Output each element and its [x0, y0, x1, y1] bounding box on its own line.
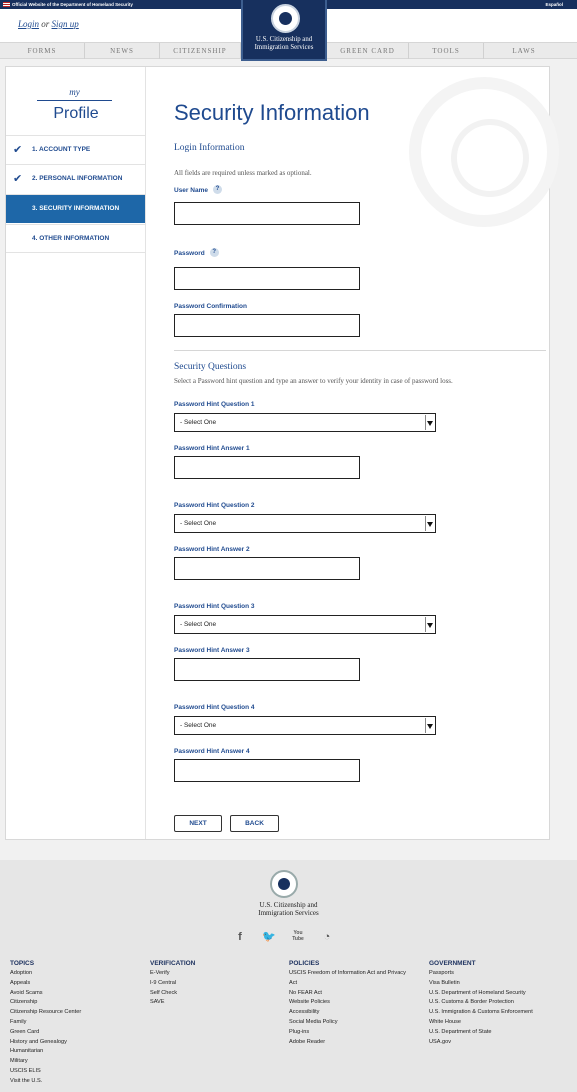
hint-question-4-select[interactable] [174, 716, 436, 735]
footer-link[interactable]: Humanitarian [10, 1048, 44, 1055]
dhs-seal-icon [271, 4, 300, 33]
sidebar-item-label: 3. SECURITY INFORMATION [32, 205, 120, 212]
password-input[interactable] [174, 267, 360, 290]
footer-link[interactable]: I-9 Central [150, 979, 177, 986]
checkmark-icon: ✔ [13, 173, 23, 185]
footer-link[interactable]: U.S. Immigration & Customs Enforcement [429, 1009, 533, 1016]
select-value: - Select One [180, 520, 217, 527]
footer-link[interactable]: No FEAR Act [289, 989, 322, 996]
footer-link[interactable]: U.S. Department of Homeland Security [429, 989, 526, 996]
footer-link[interactable]: Act [289, 979, 298, 986]
hint-answer-2-input[interactable] [174, 557, 360, 580]
us-flag-icon [3, 2, 10, 7]
content-card [5, 66, 550, 840]
nav-tools[interactable]: TOOLS [409, 43, 484, 59]
footer-link[interactable]: Accessibility [289, 1009, 320, 1016]
select-value: - Select One [180, 419, 217, 426]
logo-line2: Immigration Services [254, 43, 314, 51]
footer-link[interactable]: U.S. Customs & Border Protection [429, 999, 514, 1006]
twitter-icon[interactable]: 🐦 [262, 931, 276, 943]
footer-link[interactable]: Appeals [10, 979, 31, 986]
footer-link[interactable]: Citizenship [10, 999, 38, 1006]
hint-answer-1-input[interactable] [174, 456, 360, 479]
back-button[interactable]: BACK [230, 815, 279, 832]
footer-link[interactable]: Self Check [150, 989, 178, 996]
password-confirm-input[interactable] [174, 314, 360, 337]
footer-link[interactable]: Visit the U.S. [10, 1077, 43, 1084]
footer-col-title: TOPICS [10, 960, 35, 967]
required-note: All fields are required unless marked as optional. [174, 169, 312, 177]
password-label-text: Password [174, 250, 205, 257]
profile-title: Profile [53, 105, 99, 122]
next-button[interactable]: NEXT [174, 815, 222, 832]
username-label [174, 185, 222, 194]
form-area [174, 67, 549, 839]
dropdown-arrow-icon [425, 415, 434, 430]
hint-question-2-select[interactable] [174, 514, 436, 533]
footer-link[interactable]: Adobe Reader [289, 1038, 326, 1045]
login-heading: Login Information [174, 143, 245, 153]
dhs-seal-icon[interactable] [270, 870, 298, 898]
hint-question-3-select[interactable] [174, 615, 436, 634]
footer-link[interactable]: Visa Bulletin [429, 979, 460, 986]
help-icon[interactable]: ? [210, 248, 219, 257]
watermark-seal-icon [409, 77, 559, 227]
footer-agency-name [0, 901, 577, 917]
footer-agency-line1: U.S. Citizenship and [259, 901, 318, 909]
sidebar-item-label: 2. PERSONAL INFORMATION [32, 175, 123, 182]
footer-link[interactable]: Military [10, 1058, 28, 1065]
footer-link[interactable]: History and Genealogy [10, 1038, 67, 1045]
hint-question-2-label: Password Hint Question 2 [174, 502, 255, 509]
footer-col-title: POLICIES [289, 960, 320, 967]
footer-link[interactable]: USCIS ELIS [10, 1067, 41, 1074]
hint-answer-4-input[interactable] [174, 759, 360, 782]
nav-green-card[interactable]: GREEN CARD [327, 43, 409, 59]
footer-link[interactable]: Avoid Scams [10, 989, 43, 996]
auth-or: or [41, 19, 50, 29]
footer-agency-line2: Immigration Services [258, 909, 319, 917]
username-label-text: User Name [174, 187, 208, 194]
logo-line1: U.S. Citizenship and [255, 36, 313, 43]
hint-answer-1-label: Password Hint Answer 1 [174, 445, 250, 452]
help-icon[interactable]: ? [213, 185, 222, 194]
footer-col-policies [289, 960, 424, 1047]
hint-question-4-label: Password Hint Question 4 [174, 704, 255, 711]
footer-col-title: VERIFICATION [150, 960, 196, 967]
footer-link[interactable]: SAVE [150, 999, 165, 1006]
hint-answer-2-label: Password Hint Answer 2 [174, 546, 250, 553]
sidebar-item-security-information[interactable] [6, 194, 145, 223]
my-label: my [37, 87, 112, 101]
footer-link[interactable]: Passports [429, 970, 454, 976]
profile-sidebar [6, 67, 146, 839]
footer-link[interactable]: Social Media Policy [289, 1018, 338, 1025]
espanol-link[interactable]: Español [545, 2, 563, 7]
rss-icon[interactable]: ◔ [323, 931, 331, 943]
sidebar-item-label: 1. ACCOUNT TYPE [32, 146, 91, 153]
footer-link[interactable]: Adoption [10, 970, 33, 976]
hint-answer-3-label: Password Hint Answer 3 [174, 647, 250, 654]
official-text: Official Website of the Department of Homeland Security [12, 2, 133, 7]
footer-link[interactable]: Plug-ins [289, 1028, 310, 1035]
hint-answer-4-label: Password Hint Answer 4 [174, 748, 250, 755]
footer-link[interactable]: USCIS Freedom of Information Act and Privacy [289, 970, 406, 976]
sidebar-item-account-type[interactable] [6, 135, 145, 164]
footer-col-title: GOVERNMENT [429, 960, 476, 967]
footer-col-government [429, 960, 564, 1047]
hint-answer-3-input[interactable] [174, 658, 360, 681]
nav-news[interactable]: NEWS [85, 43, 160, 59]
footer-link[interactable]: White House [429, 1018, 462, 1025]
footer-col-topics [10, 960, 145, 1087]
footer-col-verification [150, 960, 285, 1008]
security-questions-heading: Security Questions [174, 362, 247, 372]
uscis-logo[interactable] [241, 0, 327, 61]
security-instructions: Select a Password hint question and type an answer to verify your identity in case of password loss. [174, 377, 453, 385]
hint-question-3-label: Password Hint Question 3 [174, 603, 255, 610]
password-label [174, 248, 219, 257]
page-title: Security Information [174, 100, 370, 125]
select-value: - Select One [180, 621, 217, 628]
footer-link[interactable]: U.S. Department of State [429, 1028, 492, 1035]
facebook-icon[interactable]: f [238, 931, 242, 943]
sidebar-item-other-information[interactable] [6, 224, 145, 253]
footer-link[interactable]: Family [10, 1018, 27, 1025]
hint-question-1-label: Password Hint Question 1 [174, 401, 255, 408]
nav-citizenship[interactable]: CITIZENSHIP [160, 43, 241, 59]
footer-link[interactable]: E-Verify [150, 970, 170, 976]
footer-link[interactable]: Website Policies [289, 999, 330, 1006]
dropdown-arrow-icon [425, 617, 434, 632]
divider [174, 350, 546, 351]
youtube-icon[interactable]: You Tube [292, 930, 304, 942]
signup-link[interactable]: Sign up [51, 19, 79, 29]
sidebar-item-label: 4. OTHER INFORMATION [32, 235, 110, 242]
sidebar-item-personal-information[interactable] [6, 164, 145, 193]
password-confirm-label: Password Confirmation [174, 303, 247, 310]
footer-link[interactable]: Green Card [10, 1028, 40, 1035]
nav-laws[interactable]: LAWS [512, 47, 536, 55]
nav-forms[interactable]: FORMS [0, 43, 85, 59]
footer-link[interactable]: Citizenship Resource Center [10, 1009, 82, 1016]
dropdown-arrow-icon [425, 516, 434, 531]
username-input[interactable] [174, 202, 360, 225]
login-link[interactable]: Login [18, 19, 40, 29]
hint-question-1-select[interactable] [174, 413, 436, 432]
auth-links [18, 19, 79, 29]
footer-link[interactable]: USA.gov [429, 1038, 452, 1045]
checkmark-icon: ✔ [13, 144, 23, 156]
select-value: - Select One [180, 722, 217, 729]
dropdown-arrow-icon [425, 718, 434, 733]
